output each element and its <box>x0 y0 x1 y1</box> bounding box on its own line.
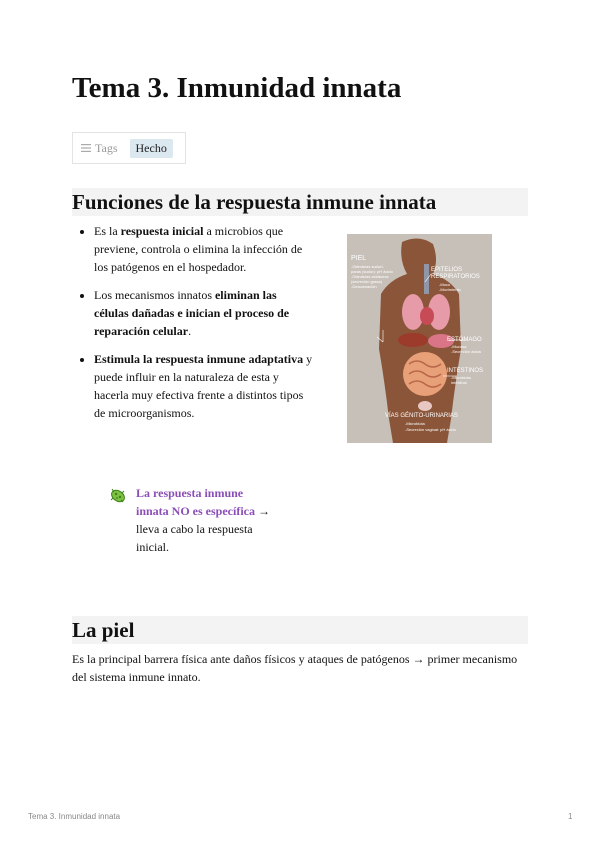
piel-note: (secreción grasa) <box>351 279 382 284</box>
label-estomago: ESTÓMAGO <box>447 337 482 343</box>
intestinos-note: intestinal <box>451 380 467 385</box>
paragraph-piel: Es la principal barrera física ante daños físicos y ataques de patógenos → primer mecanismo del sistema inmune innato. <box>72 652 518 684</box>
callout <box>108 484 278 556</box>
piel-note: paras (sudor): pH ácido <box>351 269 393 274</box>
label-vias: VÍAS GÉNITO-URINARIAS <box>385 413 458 419</box>
piel-note: -Glándulas sudorí- <box>351 264 384 269</box>
vias-note: -Microbiota <box>405 421 425 426</box>
piel-note: -Descamación <box>351 284 377 289</box>
label-piel: PIEL <box>351 255 367 262</box>
page-title: Tema 3. Inmunidad innata <box>72 72 402 104</box>
epitelios-note: -Movimiento <box>439 287 461 292</box>
estomago-note: -Mucosa <box>451 344 467 349</box>
piel-note: -Glándulas sebáceas <box>351 274 389 279</box>
epitelios-note: -Moco <box>439 282 451 287</box>
list-item: • Estimula la respuesta inmune adaptativa y puede influir en la naturaleza de esta y hacerla muy efectiva frente a distintos tipos de microorganismos. <box>94 350 314 422</box>
bullet-list <box>78 222 314 432</box>
body-barriers-figure <box>347 234 492 443</box>
label-intestinos: INTESTINOS <box>447 368 484 374</box>
tag-chip[interactable]: Hecho <box>130 139 173 158</box>
tags-property <box>72 132 186 164</box>
vias-note: -Secreción vaginal: pH ácido <box>405 427 456 432</box>
list-item: • Es la respuesta inicial a microbios que previene, controla o elimina la infección de los patógenos en el hospedador. <box>94 222 314 276</box>
estomago-note: -Secreción ácida <box>451 349 481 354</box>
page-number: 1 <box>568 812 573 821</box>
intestinos-note: -Microbiota <box>451 375 471 380</box>
tags-label: Tags <box>95 140 118 155</box>
section-heading-piel: La piel <box>72 616 528 644</box>
footer-title: Tema 3. Inmunidad innata <box>28 812 121 821</box>
list-item: • Los mecanismos innatos eliminan las células dañadas e inician el proceso de reparación celular. <box>94 286 314 340</box>
label-epitelios: RESPIRATORIOS <box>431 274 480 280</box>
callout-text: La respuesta inmune innata NO es específica → lleva a cabo la respuesta inicial. <box>136 486 270 554</box>
microbe-icon <box>108 486 130 556</box>
list-icon <box>81 139 91 157</box>
label-epitelios: EPITELIOS <box>431 267 463 273</box>
section-heading-funciones: Funciones de la respuesta inmune innata <box>72 188 528 216</box>
